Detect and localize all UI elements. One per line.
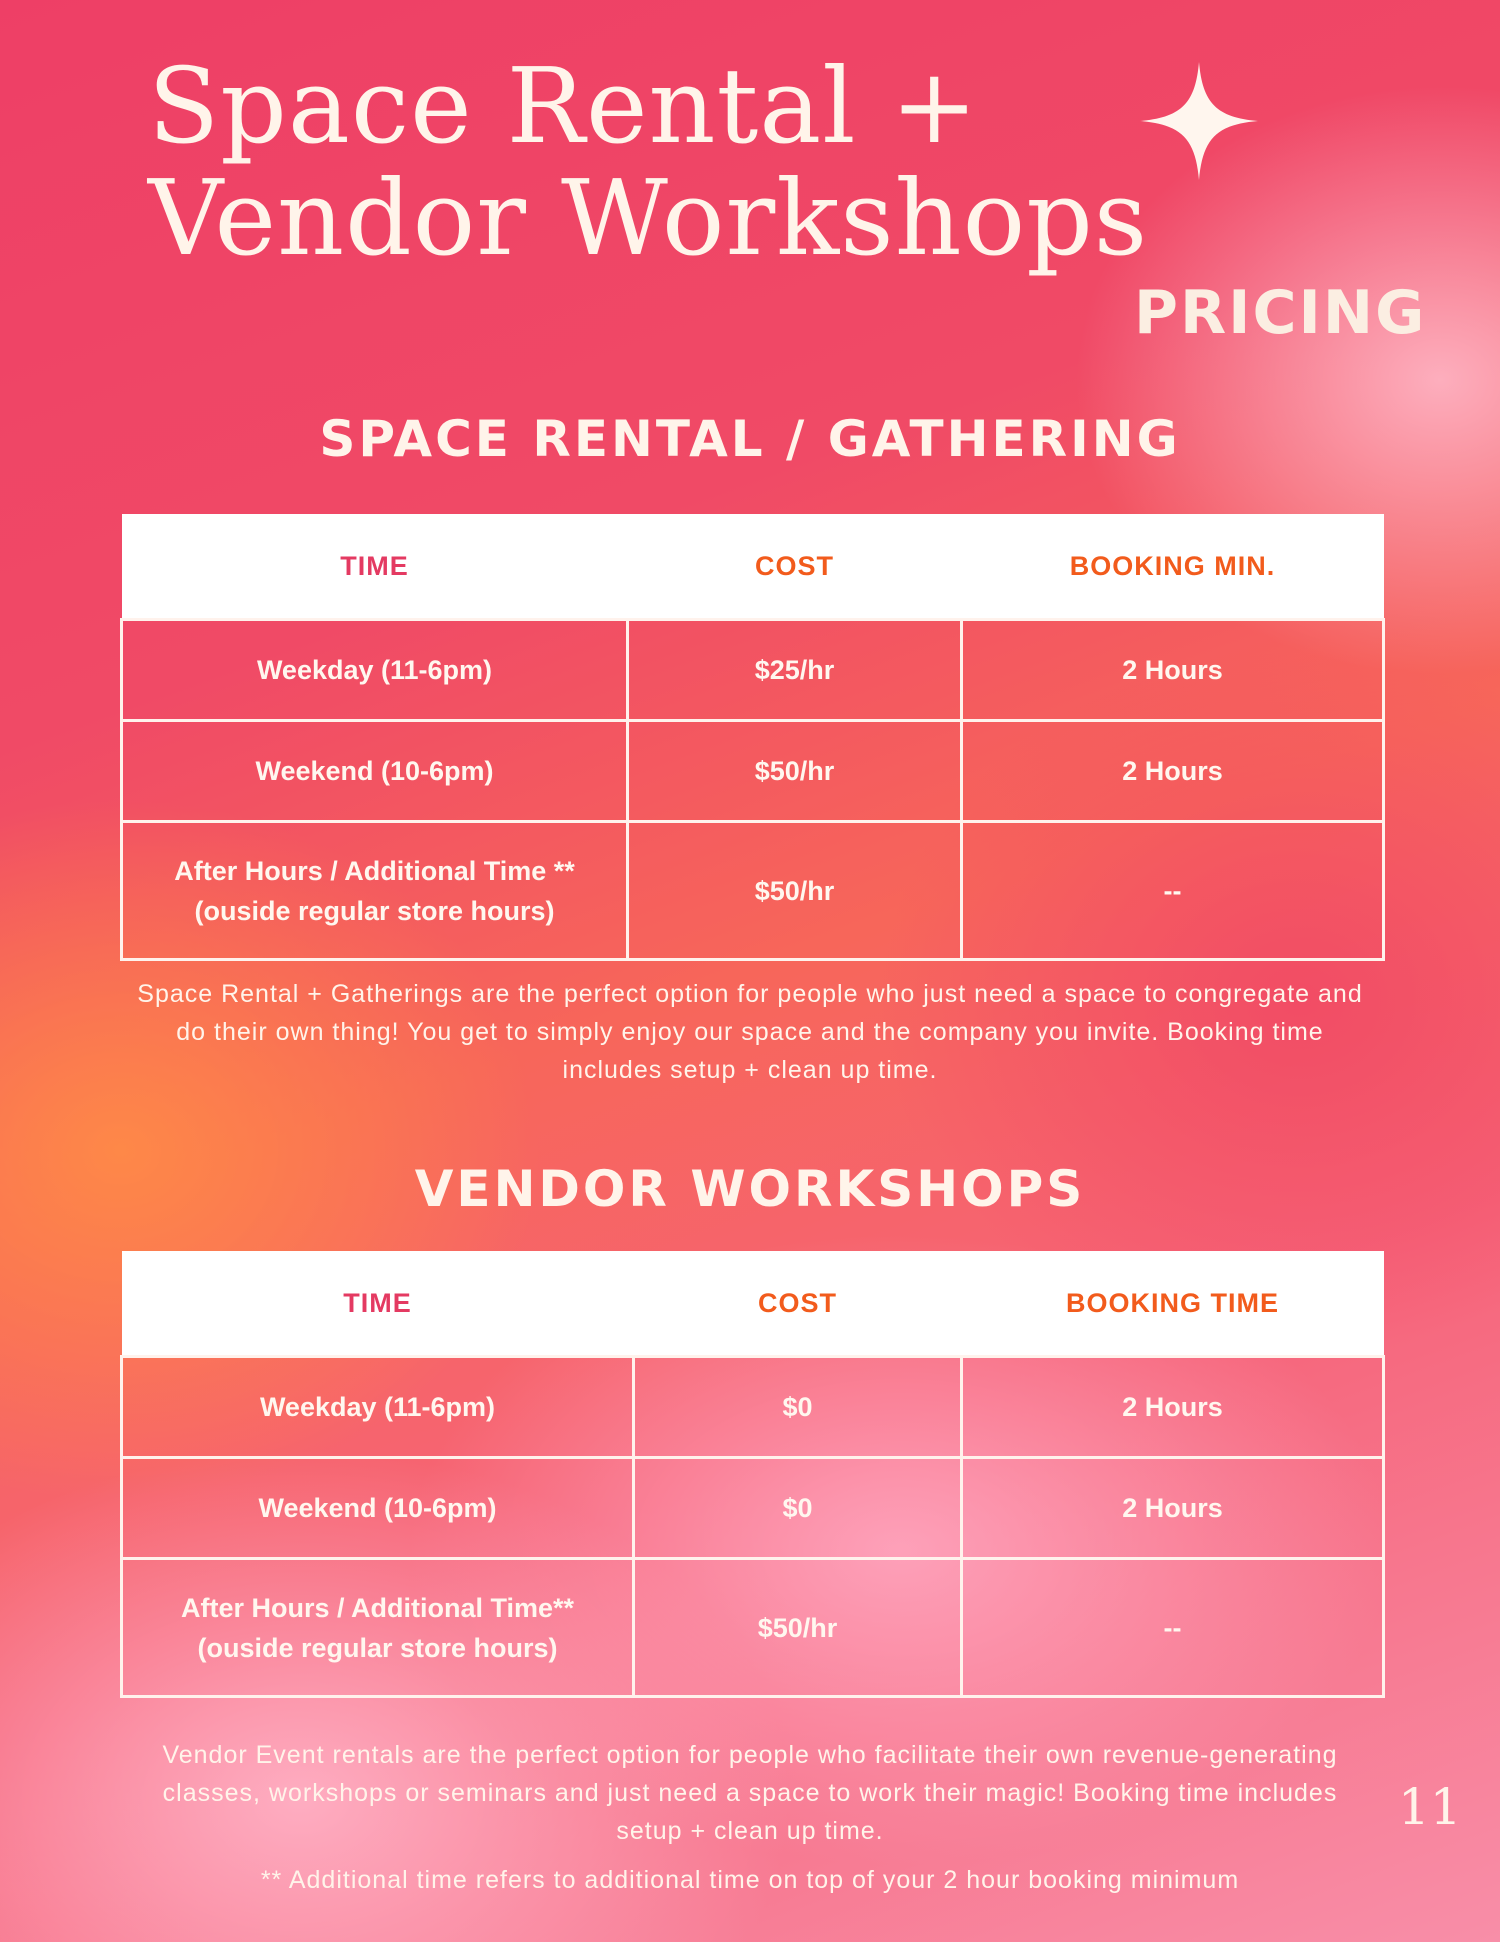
time-label: After Hours / Additional Time** — [180, 1592, 575, 1623]
space-rental-table — [120, 514, 1385, 961]
time-cell — [122, 1559, 634, 1697]
booking-cell: 2 Hours — [962, 721, 1384, 822]
column-header-time: TIME — [122, 1251, 634, 1357]
time-cell: Weekday (11-6pm) — [122, 620, 628, 721]
title-line-2: Vendor Workshops — [148, 157, 1149, 279]
column-header-time: TIME — [122, 514, 628, 620]
space-rental-description: Space Rental + Gatherings are the perfect option for people who just need a space to congregate and do their own thing! You get to simply enjoy our space and the company you invite. Booking time includes setup + clean up time. — [137, 980, 1363, 1084]
time-cell — [122, 822, 628, 960]
title-line-1: Space Rental + — [148, 45, 979, 167]
cost-cell: $25/hr — [628, 620, 962, 721]
cost-cell: $50/hr — [628, 822, 962, 960]
column-header-cost: COST — [628, 514, 962, 620]
cost-cell: $0 — [634, 1357, 962, 1458]
vendor-workshops-heading: VENDOR WORKSHOPS — [414, 1160, 1086, 1218]
four-point-sparkle-icon — [1140, 62, 1258, 180]
page-number: 11 — [1398, 1778, 1462, 1836]
vendor-workshops-table — [120, 1251, 1385, 1698]
pricing-subtitle: PRICING — [1134, 278, 1427, 348]
time-cell: Weekend (10-6pm) — [122, 721, 628, 822]
booking-cell: -- — [962, 1559, 1384, 1697]
table-row — [122, 721, 1384, 822]
booking-cell: 2 Hours — [962, 620, 1384, 721]
booking-cell: 2 Hours — [962, 1357, 1384, 1458]
table-row — [122, 620, 1384, 721]
time-cell: Weekday (11-6pm) — [122, 1357, 634, 1458]
time-cell: Weekend (10-6pm) — [122, 1458, 634, 1559]
table-header-row — [122, 1251, 1384, 1357]
page-title — [148, 45, 1149, 279]
space-rental-heading: SPACE RENTAL / GATHERING — [319, 410, 1181, 468]
footnote: ** Additional time refers to additional time on top of your 2 hour booking minimum — [260, 1866, 1240, 1894]
table-row — [122, 1559, 1384, 1697]
column-header-booking-min: BOOKING MIN. — [962, 514, 1384, 620]
table-row — [122, 1458, 1384, 1559]
time-note: (ouside regular store hours) — [194, 895, 555, 926]
booking-cell: 2 Hours — [962, 1458, 1384, 1559]
time-label: After Hours / Additional Time ** — [174, 855, 575, 886]
cost-cell: $0 — [634, 1458, 962, 1559]
table-row — [122, 1357, 1384, 1458]
booking-cell: -- — [962, 822, 1384, 960]
time-note: (ouside regular store hours) — [197, 1632, 558, 1663]
column-header-booking-time: BOOKING TIME — [962, 1251, 1384, 1357]
column-header-cost: COST — [634, 1251, 962, 1357]
table-header-row — [122, 514, 1384, 620]
cost-cell: $50/hr — [634, 1559, 962, 1697]
table-row — [122, 822, 1384, 960]
vendor-workshops-description: Vendor Event rentals are the perfect option for people who facilitate their own revenue-generating classes, workshops or seminars and just need a space to work their magic! Booking time includes setup + clean up time. — [162, 1741, 1338, 1845]
cost-cell: $50/hr — [628, 721, 962, 822]
